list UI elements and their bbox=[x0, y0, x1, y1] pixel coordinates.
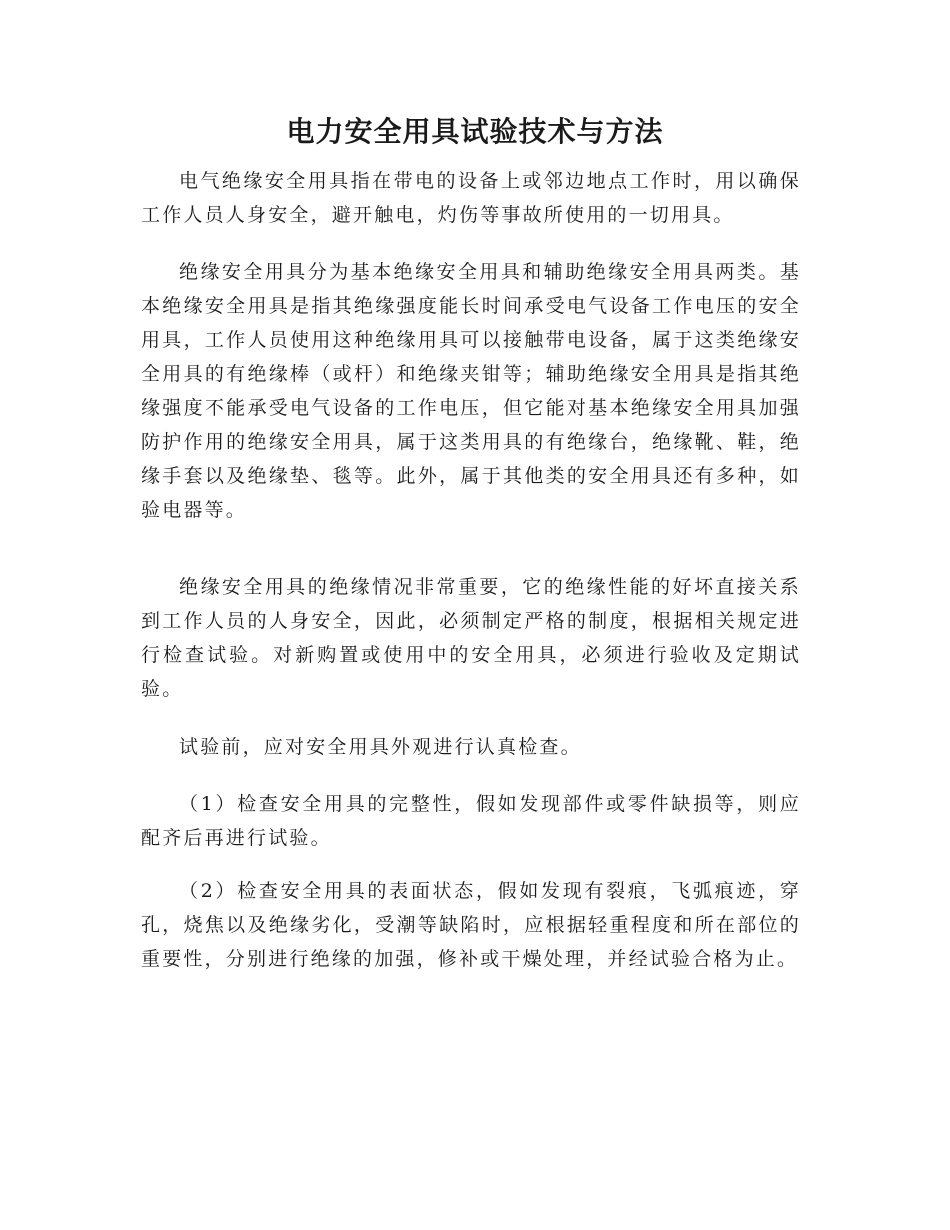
document-title: 电力安全用具试验技术与方法 bbox=[286, 115, 664, 148]
paragraph-item-2: （2）检查安全用具的表面状态，假如发现有裂痕，飞弧痕迹，穿孔，烧焦以及绝缘劣化，受潮等缺陷时，应根据轻重程度和所在部位的重要性，分别进行绝缘的加强，修补或干燥处理，并经试验合格为止。 bbox=[141, 880, 801, 970]
paragraph-importance: 绝缘安全用具的绝缘情况非常重要，它的绝缘性能的好坏直接关系到工作人员的人身安全，因此，必须制定严格的制度，根据相关规定进行检查试验。对新购置或使用中的安全用具，必须进行验收及定期试验。 bbox=[141, 576, 801, 700]
paragraph-pre-test: 试验前，应对安全用具外观进行认真检查。 bbox=[179, 736, 582, 758]
paragraph-item-1: （1）检查安全用具的完整性，假如发现部件或零件缺损等，则应配齐后再进行试验。 bbox=[141, 793, 801, 849]
paragraph-definition: 电气绝缘安全用具指在带电的设备上或邻边地点工作时，用以确保工作人员人身安全，避开触电，灼伤等事故所使用的一切用具。 bbox=[141, 170, 801, 226]
paragraph-classification: 绝缘安全用具分为基本绝缘安全用具和辅助绝缘安全用具两类。基本绝缘安全用具是指其绝缘强度能长时间承受电气设备工作电压的安全用具，工作人员使用这种绝缘用具可以接触带电设备，属于这类绝缘安全用具的有绝缘棒（或杆）和绝缘夹钳等；辅助绝缘安全用具是指其绝缘强度不能承受电气设备的工作电压，但它能对基本绝缘安全用具加强防护作用的绝缘安全用具，属于这类用具的有绝缘台，绝缘靴、鞋，绝缘手套以及绝缘垫、毯等。此外，属于其他类的安全用具还有多种，如验电器等。 bbox=[141, 261, 801, 521]
